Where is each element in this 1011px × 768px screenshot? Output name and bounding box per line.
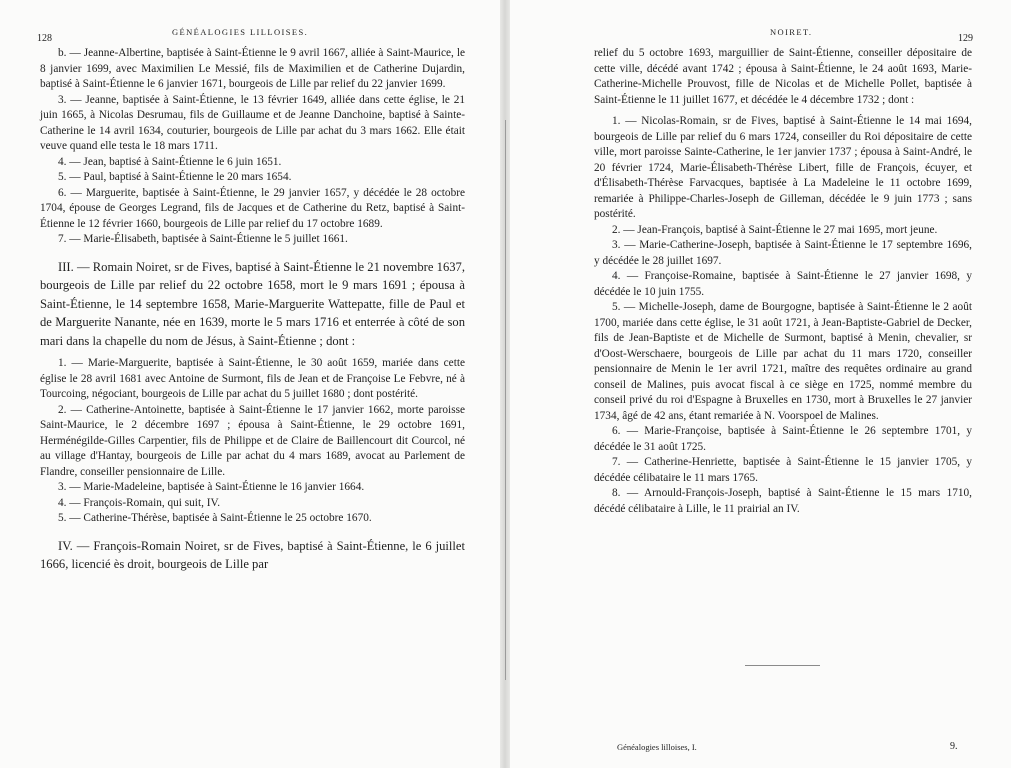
left-paragraph: 6. — Marguerite, baptisée à Saint-Étienne, le 29 janvier 1657, y décédée le 28 octobre 1704, épouse de Georges Legrand, fils de Jacques et de Catherine du Retz, baptisé à Saint-Étienne le 12 février 1660, bourgeois de Lille par relief du 17 octobre 1689. [40, 186, 465, 230]
right-page-number: 129 [958, 33, 973, 44]
left-paragraph: 5. — Paul, baptisé à Saint-Étienne le 20 mars 1654. [58, 171, 292, 183]
left-paragraph: 3. — Marie-Madeleine, baptisée à Saint-Étienne le 16 janvier 1664. [58, 481, 365, 493]
right-paragraph: 3. — Marie-Catherine-Joseph, baptisée à Saint-Étienne le 17 septembre 1696, y décédée le 28 juillet 1697. [594, 239, 972, 267]
right-paragraph: 7. — Catherine-Henriette, baptisée à Saint-Étienne le 15 janvier 1705, y décédée célibataire le 11 mars 1765. [594, 456, 972, 484]
right-running-head: NOIRET. [770, 27, 813, 37]
left-page-text [40, 46, 465, 574]
footer-signature: Généalogies lilloises, I. [617, 742, 697, 752]
left-page-number: 128 [37, 33, 52, 44]
right-paragraph: relief du 5 octobre 1693, marguillier de Saint-Étienne, conseiller dépositaire de cette ville, décédé avant 1742 ; épousa à Saint-Étienne, le 24 août 1693, Marie-Catherine-Michelle Prouvost, fille de Nicolas et de Michelle Pollet, baptisée à Saint-Étienne le 11 juillet 1677, et décédée le 4 décembre 1732 ; dont : [594, 47, 972, 106]
left-paragraph: 7. — Marie-Élisabeth, baptisée à Saint-Étienne le 5 juillet 1661. [58, 233, 348, 245]
right-paragraph: 4. — Françoise-Romaine, baptisée à Saint-Étienne le 27 janvier 1698, y décédée le 10 juin 1755. [594, 270, 972, 298]
footer-sheet-number: 9. [950, 741, 958, 752]
left-page [0, 0, 500, 768]
left-paragraph: 5. — Catherine-Thérèse, baptisée à Saint-Étienne le 25 octobre 1670. [58, 512, 372, 524]
book-gutter [500, 0, 510, 768]
right-page-text [594, 46, 972, 517]
left-paragraph: 3. — Jeanne, baptisée à Saint-Étienne, le 13 février 1649, alliée dans cette église, le 21 juin 1665, à Nicolas Desrumau, fils de Guillaume et de Jeanne Danchoine, baptisé à Sainte-Catherine le 14 avril 1634, couturier, bourgeois de Lille par achat du 3 mars 1662. Elle était veuve quand elle testa le 18 mars 1711. [40, 93, 465, 152]
left-paragraph: 4. — Jean, baptisé à Saint-Étienne le 6 juin 1651. [58, 155, 282, 168]
right-paragraph: 1. — Nicolas-Romain, sr de Fives, baptisé à Saint-Étienne le 14 mai 1694, bourgeois de Lille par relief du 6 mars 1724, conseiller du Roi dépositaire de cette ville, mort paroisse Sainte-Catherine, le 1er janvier 1737 ; épousa à Saint-André, le 20 février 1724, Marie-Élisabeth-Thérèse Libert, fille de François, écuyer, et d'Élisabeth-Thérèse Farvacques, baptisée à La Madeleine le 11 octobre 1699, remariée à Philippe-Charles-Joseph de Gilleman, décédée le 9 juin 1773 ; sans postérité. [594, 115, 972, 220]
left-section-iii: III. — Romain Noiret, sr de Fives, baptisé à Saint-Étienne le 21 novembre 1637, bourgeois de Lille par relief du 22 octobre 1658, mort le 9 mars 1691 ; épousa à Saint-Étienne, le 14 septembre 1658, Marie-Marguerite Wattepatte, fille de Paul et de Marguerite Nanante, née en 1639, morte le 5 mars 1716 et enterrée à côté de son mari dans la chapelle du nom de Jésus, à Saint-Étienne ; dont : [40, 259, 465, 348]
right-paragraph: 8. — Arnould-François-Joseph, baptisé à Saint-Étienne le 15 mars 1710, décédé célibataire à Lille, le 11 prairial an IV. [594, 487, 972, 515]
left-paragraph: 1. — Marie-Marguerite, baptisée à Saint-Étienne, le 30 août 1659, mariée dans cette église le 28 avril 1681 avec Antoine de Surmont, fils de Jean et de Françoise Le Febvre, né à Tourcoing, négociant, bourgeois de Lille par achat du 5 juillet 1680 ; dont postérité. [40, 357, 465, 400]
left-paragraph: 2. — Catherine-Antoinette, baptisée à Saint-Étienne le 17 janvier 1662, morte paroisse Saint-Maurice, le 2 décembre 1697 ; épousa à Saint-Étienne, le 29 octobre 1691, Herménégilde-Gilles Carpentier, fils de Philippe et de Claire de Baillencourt dit Courcol, né au village d'Hantay, bourgeois de Lille par achat du 4 mars 1689, avocat au Parlement de Flandre, conseiller pensionnaire de Lille. [40, 403, 465, 478]
left-running-head: GÉNÉALOGIES LILLOISES. [172, 27, 309, 37]
left-section-iv: IV. — François-Romain Noiret, sr de Fives, baptisé à Saint-Étienne, le 6 juillet 1666, licencié ès droit, bourgeois de Lille par [40, 538, 465, 571]
gutter-crease [505, 120, 506, 680]
left-paragraph: 4. — François-Romain, qui suit, IV. [58, 496, 221, 509]
separator-rule [745, 665, 820, 666]
right-paragraph: 2. — Jean-François, baptisé à Saint-Étienne le 27 mai 1695, mort jeune. [612, 223, 938, 236]
right-paragraph: 5. — Michelle-Joseph, dame de Bourgogne, baptisée à Saint-Étienne le 2 août 1700, mariée dans cette église, le 31 août 1721, à Jean-Baptiste-Gabriel de Decker, fils de Jean-Baptiste et de Michelle de Surmont, baptisé à Menin, chevalier, sr d'Oost-Werschaere, bourgeois de Lille par achat du 11 mars 1720, conseiller pensionnaire de Menin le 1er avril 1721, maître des requêtes ordinaire au grand conseil de Malines, puis avocat fiscal à ce siège en 1725, nommé membre du conseil privé du roi d'Espagne à Bruxelles en 1730, mort à Bruxelles le 27 janvier 1734, âgé de 42 ans, étant remariée à N. Voorspoel de Malines. [594, 301, 972, 422]
right-page [510, 0, 1011, 768]
right-paragraph: 6. — Marie-Françoise, baptisée à Saint-Étienne le 26 septembre 1701, y décédée le 31 août 1725. [594, 425, 972, 453]
left-paragraph: b. — Jeanne-Albertine, baptisée à Saint-Étienne le 9 avril 1667, alliée à Saint-Maurice, le 8 janvier 1699, avec Maximilien Le Messié, fils de Maximilien et de Catherine Dujardin, baptisé à Saint-Étienne le 6 janvier 1671, bourgeois de Lille par relief du 22 janvier 1699. [40, 47, 465, 90]
